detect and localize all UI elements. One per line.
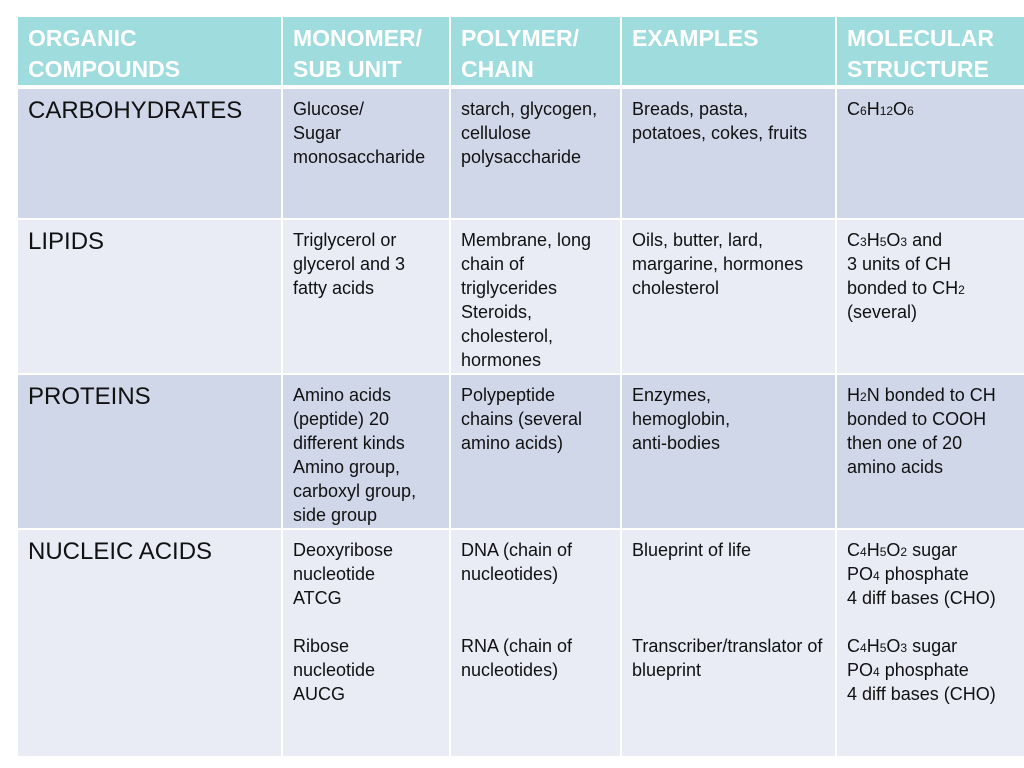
subscript: 4 <box>860 641 867 655</box>
header-organic-compounds: ORGANIC COMPOUNDS <box>18 17 282 87</box>
monomer-cell: Deoxyribose nucleotide ATCG Ribose nucleotide AUCG <box>282 529 450 757</box>
subscript: 6 <box>860 104 867 118</box>
polymer-cell: DNA (chain of nucleotides) RNA (chain of nucleotides) <box>450 529 621 757</box>
subscript: 2 <box>860 390 867 404</box>
subscript: 3 <box>860 235 867 249</box>
compound-name: LIPIDS <box>18 219 282 374</box>
subscript: 3 <box>900 641 908 655</box>
polymer-cell: Membrane, long chain of triglycerides Steroids, cholesterol, hormones <box>450 219 621 374</box>
subscript: 4 <box>873 569 880 583</box>
subscript: 5 <box>879 545 887 559</box>
header-molecular-structure: MOLECULAR STRUCTURE <box>836 17 1024 87</box>
monomer-cell: Glucose/ Sugar monosaccharide <box>282 87 450 219</box>
structure-cell: C6H12O6 <box>836 87 1024 219</box>
row-carbohydrates <box>18 87 1024 219</box>
row-proteins <box>18 374 1024 529</box>
subscript: 2 <box>958 283 965 297</box>
compounds-table-container <box>18 17 1024 755</box>
compound-name: NUCLEIC ACIDS <box>18 529 282 757</box>
subscript: 5 <box>879 235 887 249</box>
examples-cell: Enzymes, hemoglobin, anti-bodies <box>621 374 836 529</box>
monomer-cell: Triglycerol or glycerol and 3 fatty acids <box>282 219 450 374</box>
header-row <box>18 17 1024 87</box>
row-lipids <box>18 219 1024 374</box>
polymer-cell: starch, glycogen, cellulose polysaccharide <box>450 87 621 219</box>
subscript: 12 <box>879 104 894 118</box>
monomer-cell: Amino acids (peptide) 20 different kinds Amino group, carboxyl group, side group <box>282 374 450 529</box>
header-monomer: MONOMER/ SUB UNIT <box>282 17 450 87</box>
examples-cell: Blueprint of life Transcriber/translator of blueprint <box>621 529 836 757</box>
subscript: 2 <box>900 545 908 559</box>
structure-cell: C3H5O3 and 3 units of CH bonded to CH2 (several) <box>836 219 1024 374</box>
compound-name: CARBOHYDRATES <box>18 87 282 219</box>
structure-cell: H2N bonded to CH bonded to COOH then one of 20 amino acids <box>836 374 1024 529</box>
examples-cell: Breads, pasta, potatoes, cokes, fruits <box>621 87 836 219</box>
subscript: 4 <box>873 665 880 679</box>
structure-cell: C4H5O2 sugar PO4 phosphate 4 diff bases (CHO) C4H5O3 sugar PO4 phosphate 4 diff bases (CHO) <box>836 529 1024 757</box>
subscript: 6 <box>907 104 914 118</box>
subscript: 5 <box>879 641 887 655</box>
header-examples: EXAMPLES <box>621 17 836 87</box>
compound-name: PROTEINS <box>18 374 282 529</box>
polymer-cell: Polypeptide chains (several amino acids) <box>450 374 621 529</box>
subscript: 3 <box>900 235 908 249</box>
subscript: 4 <box>860 545 867 559</box>
row-nucleic-acids <box>18 529 1024 757</box>
examples-cell: Oils, butter, lard, margarine, hormones cholesterol <box>621 219 836 374</box>
header-polymer: POLYMER/ CHAIN <box>450 17 621 87</box>
organic-compounds-table <box>18 17 1024 758</box>
